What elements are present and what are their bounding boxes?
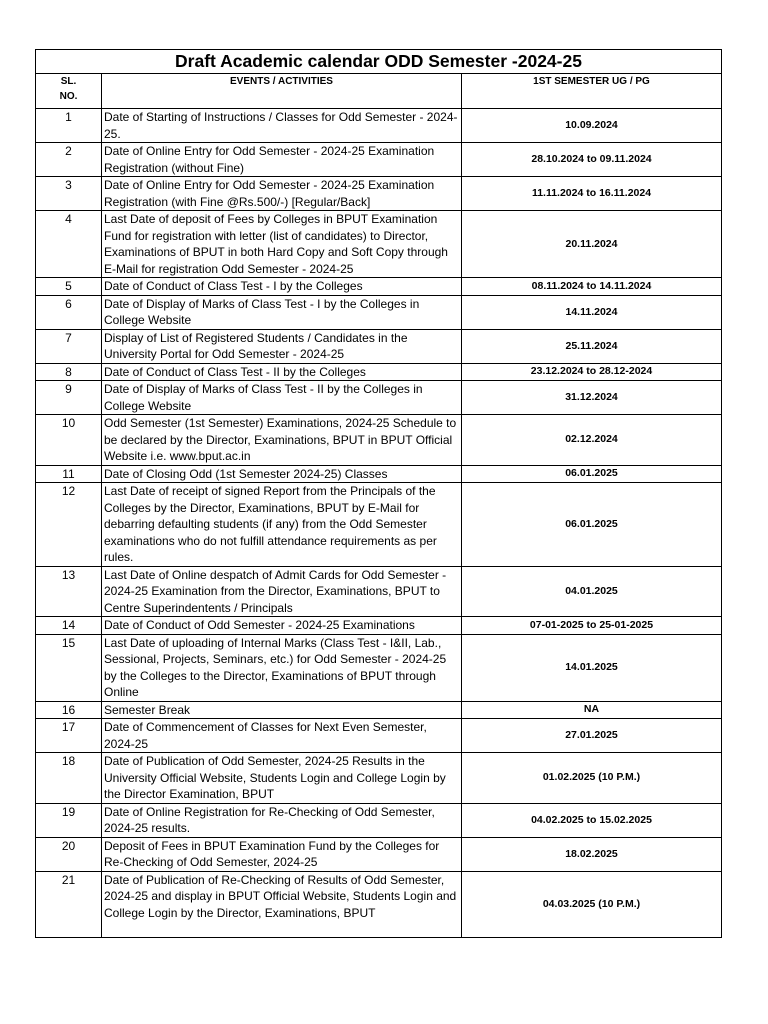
sl-header-line1: SL.	[60, 76, 77, 87]
row-date: 20.11.2024	[462, 211, 722, 278]
row-date: 23.12.2024 to 28.12-2024	[462, 363, 722, 381]
row-date: 01.02.2025 (10 P.M.)	[462, 753, 722, 804]
row-date: 14.01.2025	[462, 634, 722, 701]
row-event: Last Date of Online despatch of Admit Cards for Odd Semester - 2024-25 Examination from the Director, Examinations, BPUT to Centre Superindentents / Principals	[102, 566, 462, 617]
row-sl-no: 10	[36, 415, 102, 466]
row-event: Date of Conduct of Class Test - II by the Colleges	[102, 363, 462, 381]
row-sl-no: 16	[36, 701, 102, 719]
table-row	[36, 465, 722, 483]
row-sl-no: 9	[36, 381, 102, 415]
row-event: Last Date of deposit of Fees by Colleges in BPUT Examination Fund for registration with letter (list of candidates) to Director, Examinations of BPUT in both Hard Copy and Soft Copy through E-Mail for registration Odd Semester - 2024-25	[102, 211, 462, 278]
table-row	[36, 295, 722, 329]
table-row	[36, 143, 722, 177]
row-event: Date of Online Entry for Odd Semester - 2024-25 Examination Registration (with Fine @Rs.500/-) [Regular/Back]	[102, 177, 462, 211]
row-sl-no: 8	[36, 363, 102, 381]
sl-header-line2: NO.	[59, 91, 78, 102]
row-date: 06.01.2025	[462, 483, 722, 567]
row-date: 18.02.2025	[462, 837, 722, 871]
row-date: 02.12.2024	[462, 415, 722, 466]
row-sl-no: 20	[36, 837, 102, 871]
row-event: Date of Display of Marks of Class Test - I by the Colleges in College Website	[102, 295, 462, 329]
row-sl-no: 3	[36, 177, 102, 211]
table-row	[36, 211, 722, 278]
table-row	[36, 753, 722, 804]
row-date: 04.01.2025	[462, 566, 722, 617]
row-event: Last Date of uploading of Internal Marks (Class Test - I&II, Lab., Sessional, Projects, Seminars, etc.) for Odd Semester - 2024-25 by the Colleges to the Director, Examinations of BPUT through Online	[102, 634, 462, 701]
table-row	[36, 381, 722, 415]
row-date: 07-01-2025 to 25-01-2025	[462, 617, 722, 635]
sl-no-header	[36, 74, 102, 109]
table-row	[36, 871, 722, 937]
row-sl-no: 21	[36, 871, 102, 937]
row-event: Date of Starting of Instructions / Classes for Odd Semester - 2024-25.	[102, 109, 462, 143]
row-sl-no: 2	[36, 143, 102, 177]
row-event: Date of Conduct of Odd Semester - 2024-25 Examinations	[102, 617, 462, 635]
row-sl-no: 17	[36, 719, 102, 753]
row-event: Semester Break	[102, 701, 462, 719]
row-date: NA	[462, 701, 722, 719]
table-row	[36, 634, 722, 701]
table-row	[36, 177, 722, 211]
row-sl-no: 18	[36, 753, 102, 804]
table-row	[36, 701, 722, 719]
row-event: Date of Publication of Re-Checking of Results of Odd Semester, 2024-25 and display in BPUT Official Website, Students Login and College Login by the Director, Examinations, BPUT	[102, 871, 462, 937]
table-row	[36, 803, 722, 837]
row-sl-no: 1	[36, 109, 102, 143]
row-event: Date of Online Entry for Odd Semester - 2024-25 Examination Registration (without Fine)	[102, 143, 462, 177]
row-sl-no: 7	[36, 329, 102, 363]
row-sl-no: 4	[36, 211, 102, 278]
table-row	[36, 483, 722, 567]
row-date: 25.11.2024	[462, 329, 722, 363]
row-event: Deposit of Fees in BPUT Examination Fund by the Colleges for Re-Checking of Odd Semester, 2024-25	[102, 837, 462, 871]
row-sl-no: 13	[36, 566, 102, 617]
row-event: Date of Closing Odd (1st Semester 2024-25) Classes	[102, 465, 462, 483]
row-event: Date of Conduct of Class Test - I by the Colleges	[102, 278, 462, 296]
row-event: Display of List of Registered Students / Candidates in the University Portal for Odd Semester - 2024-25	[102, 329, 462, 363]
table-row	[36, 719, 722, 753]
row-date: 08.11.2024 to 14.11.2024	[462, 278, 722, 296]
table-row	[36, 566, 722, 617]
row-event: Date of Commencement of Classes for Next Even Semester, 2024-25	[102, 719, 462, 753]
row-event: Date of Publication of Odd Semester, 2024-25 Results in the University Official Website, Students Login and College Login by the Director Examination, BPUT	[102, 753, 462, 804]
row-date: 04.02.2025 to 15.02.2025	[462, 803, 722, 837]
table-row	[36, 837, 722, 871]
row-event: Odd Semester (1st Semester) Examinations, 2024-25 Schedule to be declared by the Director, Examinations, BPUT in BPUT Official Website i.e. www.bput.ac.in	[102, 415, 462, 466]
row-date: 28.10.2024 to 09.11.2024	[462, 143, 722, 177]
events-header: EVENTS / ACTIVITIES	[102, 74, 462, 109]
header-row	[36, 74, 722, 109]
calendar-rows	[36, 109, 722, 938]
academic-calendar-table	[35, 49, 722, 938]
table-row	[36, 415, 722, 466]
row-sl-no: 11	[36, 465, 102, 483]
table-row	[36, 617, 722, 635]
semester-header: 1ST SEMESTER UG / PG	[462, 74, 722, 109]
row-sl-no: 6	[36, 295, 102, 329]
row-date: 27.01.2025	[462, 719, 722, 753]
table-row	[36, 109, 722, 143]
row-date: 04.03.2025 (10 P.M.)	[462, 871, 722, 937]
table-row	[36, 363, 722, 381]
row-sl-no: 19	[36, 803, 102, 837]
row-date: 14.11.2024	[462, 295, 722, 329]
table-row	[36, 329, 722, 363]
row-event: Last Date of receipt of signed Report from the Principals of the Colleges by the Director, Examinations, BPUT by E-Mail for debarring defaulting students (if any) from the Odd Semester examinations who do not fulfill attendance requirements as per rules.	[102, 483, 462, 567]
row-date: 11.11.2024 to 16.11.2024	[462, 177, 722, 211]
row-date: 06.01.2025	[462, 465, 722, 483]
page-title: Draft Academic calendar ODD Semester -2024-25	[36, 50, 722, 74]
row-sl-no: 15	[36, 634, 102, 701]
row-sl-no: 5	[36, 278, 102, 296]
row-date: 31.12.2024	[462, 381, 722, 415]
row-sl-no: 14	[36, 617, 102, 635]
row-sl-no: 12	[36, 483, 102, 567]
row-event: Date of Display of Marks of Class Test - II by the Colleges in College Website	[102, 381, 462, 415]
row-event: Date of Online Registration for Re-Checking of Odd Semester, 2024-25 results.	[102, 803, 462, 837]
row-date: 10.09.2024	[462, 109, 722, 143]
title-row	[36, 50, 722, 74]
table-row	[36, 278, 722, 296]
